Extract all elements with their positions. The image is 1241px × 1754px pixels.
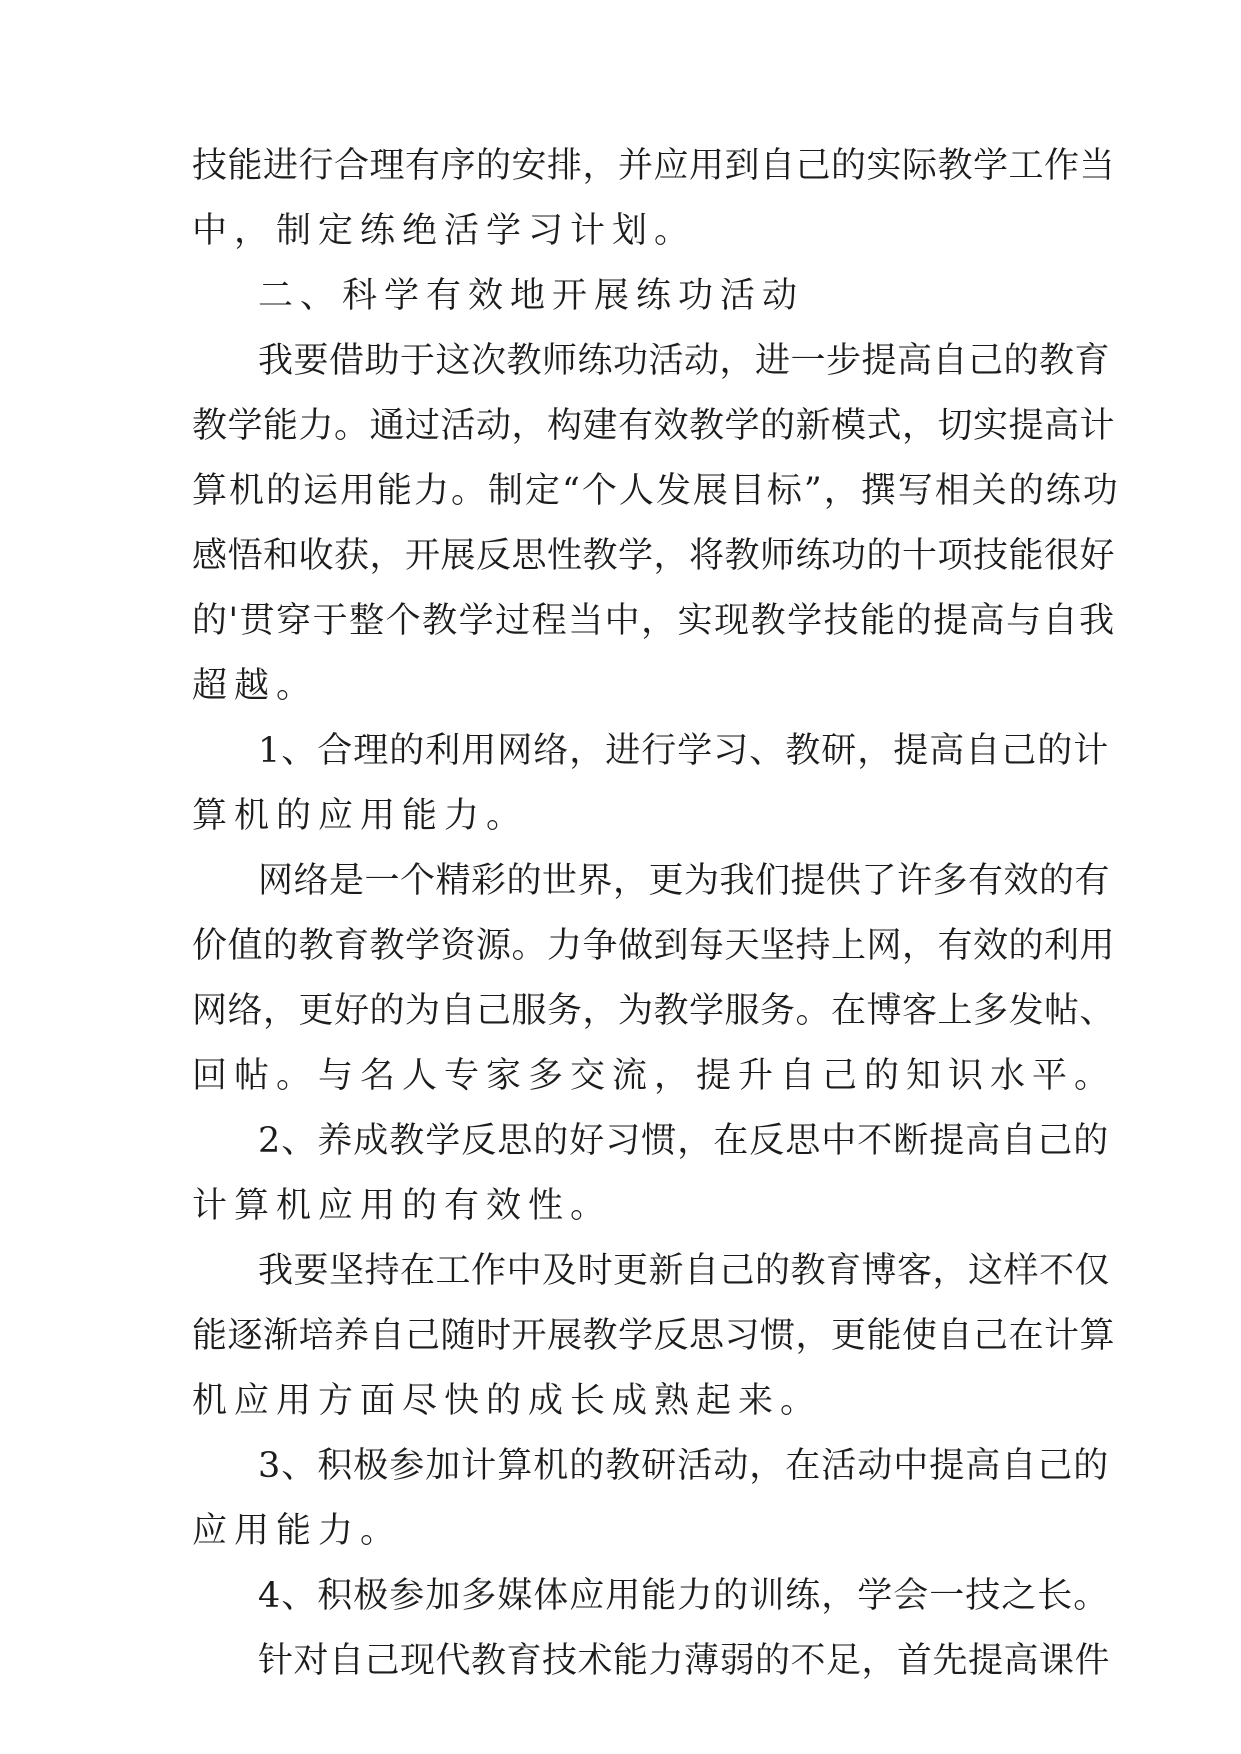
- text-line: 算机的应用能力。: [192, 796, 529, 836]
- text-line: 价值的教育教学资源。力争做到每天坚持上网，有效的利用: [192, 926, 1116, 966]
- list-item-heading: 1、合理的利用网络，进行学习、教研，提高自己的计: [258, 731, 1110, 771]
- list-item-heading: 2、养成教学反思的好习惯，在反思中不断提高自己的: [258, 1121, 1110, 1161]
- text-line: 算机的运用能力。制定“个人发展目标”，撰写相关的练功: [192, 471, 1120, 511]
- text-line: 教学能力。通过活动，构建有效教学的新模式，切实提高计: [192, 406, 1116, 446]
- text-line: 的'贯穿于整个教学过程当中，实现教学技能的提高与自我: [192, 601, 1116, 641]
- text-line: 我要借助于这次教师练功活动，进一步提高自己的教育: [258, 341, 1111, 381]
- text-line: 能逐渐培养自己随时开展教学反思习惯，更能使自己在计算: [192, 1316, 1116, 1356]
- text-line: 技能进行合理有序的安排，并应用到自己的实际教学工作当: [192, 146, 1116, 186]
- text-line: 回帖。与名人专家多交流，提升自己的知识水平。: [192, 1056, 1117, 1096]
- list-item-heading: 3、积极参加计算机的教研活动，在活动中提高自己的: [258, 1446, 1110, 1486]
- text-line: 超越。: [192, 666, 319, 706]
- list-item-heading: 4、积极参加多媒体应用能力的训练，学会一技之长。: [258, 1576, 1110, 1616]
- text-line: 网络是一个精彩的世界，更为我们提供了许多有效的有: [258, 861, 1111, 901]
- text-line: 针对自己现代教育技术能力薄弱的不足，首先提高课件: [258, 1641, 1111, 1681]
- text-line: 中，制定练绝活学习计划。: [192, 211, 697, 251]
- text-line: 网络，更好的为自己服务，为教学服务。在博客上多发帖、: [192, 991, 1116, 1031]
- text-line: 我要坚持在工作中及时更新自己的教育博客，这样不仅: [258, 1251, 1111, 1291]
- section-heading: 二、科学有效地开展练功活动: [258, 276, 805, 316]
- text-line: 计算机应用的有效性。: [192, 1186, 613, 1226]
- text-line: 应用能力。: [192, 1511, 403, 1551]
- text-line: 感悟和收获，开展反思性教学，将教师练功的十项技能很好: [192, 536, 1116, 576]
- text-line: 机应用方面尽快的成长成熟起来。: [192, 1381, 823, 1421]
